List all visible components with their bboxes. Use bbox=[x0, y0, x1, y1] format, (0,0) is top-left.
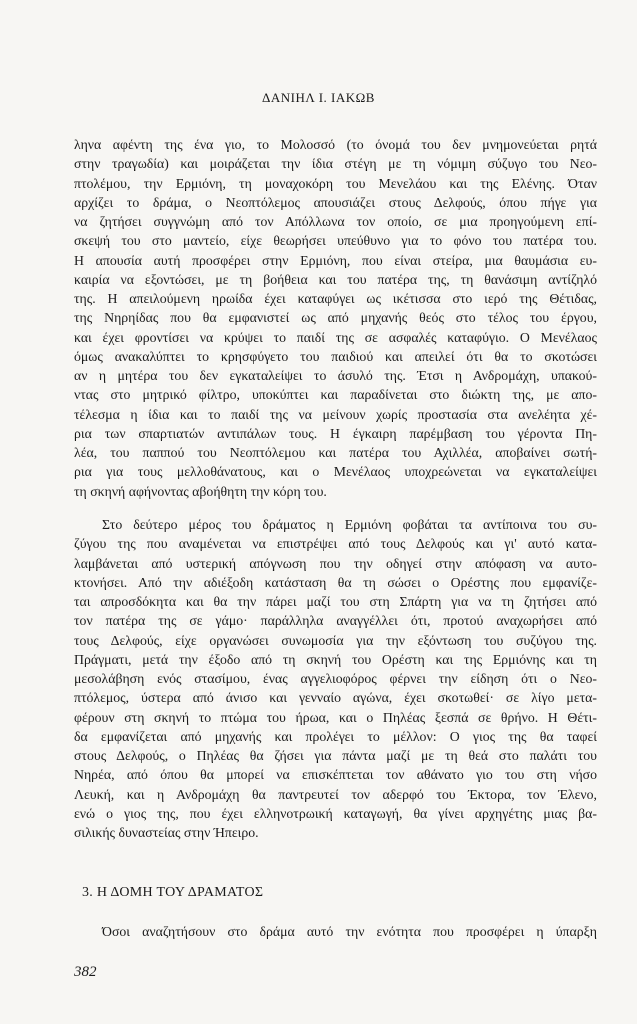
text-line: ντας στο μητρικό φίλτρο, υποκύπτει και παραδίνεται στο διώκτη της, με απο- bbox=[74, 387, 597, 403]
text-line: μεσολάβηση ενός στασίμου, ένας αγγελιοφόρος φέρνει την είδηση ότι ο Νεο- bbox=[74, 671, 597, 686]
running-header: ΔΑΝΙΗΛ Ι. ΙΑΚΩΒ bbox=[262, 90, 375, 105]
text-line: τον πατέρα της σε γάμο· παράλληλα αναγγέλλει ότι, προτού αναχωρήσει από bbox=[74, 613, 597, 629]
text-line: τη σκηνή αφήνοντας αβοήθητη την κόρη του. bbox=[74, 483, 327, 499]
paragraph-3 bbox=[74, 922, 597, 941]
text-line: να ζητήσει συγγνώμη από τον Απόλλωνα τον οποίο, σε μια προηγούμενη επί- bbox=[74, 214, 597, 229]
text-line: στους Δελφούς, ο Πηλέας θα ζήσει για πάντα μαζί με τη θεά στο παλάτι του bbox=[74, 748, 597, 763]
text-line: Στο δεύτερο μέρος του δράματος η Ερμιόνη φοβάται τα αντίποινα του συ- bbox=[102, 517, 597, 532]
text-line: κτονήσει. Από την αδιέξοδη κατάσταση θα τη σώσει ο Ορέστης που εμφανίζε- bbox=[74, 574, 597, 590]
text-line: λαμβάνεται από υστερική απόγνωση που την οδηγεί στην απόφαση να αυτο- bbox=[74, 555, 597, 571]
text-line: σιλικής δυναστείας στην Ήπειρο. bbox=[74, 825, 259, 840]
text-line: Λευκή, και η Ανδρομάχη θα παντρευτεί τον αδερφό του Έκτορα, τον Έλενο, bbox=[74, 786, 597, 802]
text-line: Όσοι αναζητήσουν στο δράμα αυτό την ενότητα που προσφέρει η ύπαρξη bbox=[102, 924, 597, 939]
text-line: τέλεσμα η ίδια και το παιδί της να μείνουν χωρίς προστασία στα ανελέητα χέ- bbox=[74, 406, 597, 422]
text-line: όμως ανακαλύπτει το κρησφύγετο του παιδιού και απειλεί ότι θα το σκοτώσει bbox=[74, 348, 597, 364]
text-line: πτολέμου, την Ερμιόνη, τη μοναχοκόρη του Μενελάου και της Ελένης. Όταν bbox=[74, 175, 597, 191]
text-line: στην τραγωδία) και μοιράζεται την ίδια στέγη με τη νόμιμη σύζυγο του Νεο- bbox=[74, 156, 597, 172]
text-line: αν η μητέρα του δεν εγκαταλείψει το άσυλό της. Έτσι η Ανδρομάχη, υπακού- bbox=[74, 368, 597, 383]
text-line: Πράγματι, μετά την έξοδο από τη σκηνή του Ορέστη και της Ερμιόνης και τη bbox=[74, 651, 597, 667]
text-line: και έχει φροντίσει να κρύψει το παιδί της σε ασφαλές καταφύγιο. Ο Μενέλαος bbox=[74, 329, 597, 345]
text-line: ληνα αφέντη της ένα γιο, το Μολοσσό (το όνομά του δεν μνημονεύεται ρητά bbox=[74, 137, 597, 152]
text-line: σκεψή του στο μαντείο, είχε θεωρήσει υπεύθυνο για το φόνο του πατέρα του. bbox=[74, 233, 597, 249]
section-heading: 3. Η ΔΟΜΗ ΤΟΥ ΔΡΑΜΑΤΟΣ bbox=[82, 885, 264, 900]
text-line: καιρία να εξοντώσει, με τη βοήθεια και του πατέρα της, τη θανάσιμη αντίζηλό bbox=[74, 271, 597, 287]
text-line: ται απροσδόκητα και θα την πάρει μαζί του στη Σπάρτη για να τη ζητήσει από bbox=[74, 594, 597, 609]
text-line: Νηρέα, από όπου θα μπορεί να επισκέπτεται τον αθάνατο γιο του στη νήσο bbox=[74, 767, 597, 783]
text-line: λέα, του παππού του Νεοπτόλεμου και πατέρα του Αχιλλέα, αποβαίνει σωτή- bbox=[74, 445, 597, 460]
text-line: τους Δελφούς, είχε οργανώσει συνωμοσία για την εξόντωση του συζύγου της. bbox=[74, 632, 597, 648]
text-line: πτόλεμος, ύστερα από άνισο και γενναίο αγώνα, έχει σκοτωθεί· σε λίγο μετα- bbox=[74, 690, 597, 706]
text-line: ρια των σπαρτιατών αντιπάλων τους. Η έγκαιρη παρέμβαση του γέροντα Πη- bbox=[74, 425, 597, 441]
page-number: 382 bbox=[74, 964, 97, 980]
paragraph-1 bbox=[74, 135, 597, 501]
text-line: δα εμφανίζεται από μηχανής και προλέγει το μέλλον: Ο γιος της θα ταφεί bbox=[74, 728, 597, 744]
text-line: αρχίζει το δράμα, ο Νεοπτόλεμος απουσιάζει στους Δελφούς, όπου πήγε για bbox=[74, 194, 597, 210]
text-line: ενώ ο γιος της, που έχει ελληνοτρωική καταγωγή, θα γίνει αρχηγέτης μιας βα- bbox=[74, 805, 597, 821]
text-line: της. Η απειλούμενη ηρωίδα έχει καταφύγει ως ικέτισσα στο ιερό της Θέτιδας, bbox=[74, 291, 597, 306]
text-line: ζύγου της που αναμένεται να επιστρέψει από τους Δελφούς και γι' αυτό κατα- bbox=[74, 536, 597, 552]
text-line: φέρουν στη σκηνή το πτώμα του ήρωα, και ο Πηλέας ξεσπά σε θρήνο. Η Θέτι- bbox=[74, 709, 597, 725]
paragraph-2 bbox=[74, 515, 597, 842]
text-line: Η απουσία αυτή προσφέρει στην Ερμιόνη, που είναι στείρα, μια θαυμάσια ευ- bbox=[74, 252, 597, 268]
text-line: της Νηρηίδας που θα εμφανιστεί ως από μηχανής θεός στο τέλος του έργου, bbox=[74, 310, 597, 326]
text-line: ρια για τους μελλοθάνατους, και ο Μενέλαος υποχρεώνεται να εγκαταλείψει bbox=[74, 464, 597, 480]
